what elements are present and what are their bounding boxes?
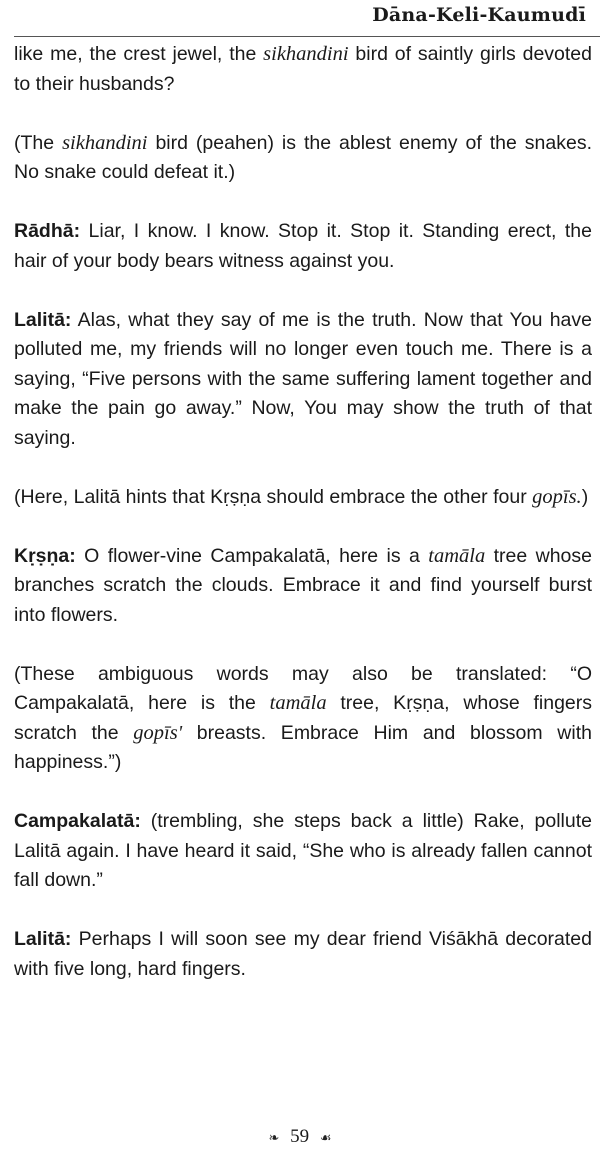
- dialogue-paragraph: [14, 542, 592, 631]
- page-footer: [0, 1126, 600, 1148]
- text-run: (trembling, she steps back a little) Rake, pollute Lalitā again. I have heard it said, “She who is already fallen cannot fall down.”: [14, 810, 592, 891]
- dialogue-paragraph: [14, 807, 592, 896]
- text-run: bird (peahen) is the ablest enemy of the snakes. No snake could defeat it.): [14, 131, 592, 183]
- italic-term: tamāla: [269, 692, 327, 714]
- narration-paragraph: [14, 660, 592, 778]
- speaker-name: Lalitā:: [14, 928, 72, 950]
- text-run: Liar, I know. I know. Stop it. Stop it. Standing erect, the hair of your body bears witness against you.: [14, 220, 592, 272]
- narration-paragraph: [14, 40, 592, 99]
- italic-term: sikhandini: [263, 43, 349, 65]
- speaker-name: Lalitā:: [14, 308, 72, 331]
- speaker-name: Rādhā:: [14, 220, 81, 242]
- narration-paragraph: [14, 129, 592, 188]
- italic-term: gopīs.: [532, 485, 582, 508]
- right-ornament-icon: ☙: [319, 1129, 332, 1145]
- text-run: Alas, what they say of me is the truth. Now that You have polluted me, my friends will no longer even touch me. There is a saying, “Five persons with the same suffering lament together and make the pain go away.” Now, You may show the truth of that saying.: [14, 308, 592, 449]
- text-run: tree whose branches scratch the clouds. Embrace it and find yourself burst into flowers.: [14, 544, 592, 626]
- header-rule: [14, 36, 600, 37]
- page-number: 59: [290, 1126, 310, 1147]
- text-run: bird of saintly girls devoted to their husbands?: [14, 43, 592, 95]
- text-run: breasts. Embrace Him and blossom with happiness.”): [14, 721, 592, 773]
- left-ornament-icon: ❧: [268, 1129, 280, 1145]
- text-run: (The: [14, 131, 63, 154]
- dialogue-paragraph: [14, 217, 592, 276]
- dialogue-paragraph: [14, 306, 592, 454]
- text-run: O flower-vine Campakalatā, here is a: [75, 544, 429, 567]
- text-run: like me, the crest jewel, the: [14, 43, 264, 65]
- text-run: tree, Kṛṣṇa, whose fingers scratch the: [14, 692, 592, 744]
- running-header: Dāna-Keli-Kaumudī: [372, 4, 586, 26]
- page-body: [14, 40, 592, 1014]
- italic-term: tamāla: [428, 544, 486, 567]
- italic-term: sikhandini: [62, 131, 148, 154]
- speaker-name: Campakalatā:: [14, 810, 141, 832]
- dialogue-paragraph: [14, 925, 592, 984]
- italic-term: gopīs': [133, 721, 183, 744]
- text-run: Perhaps I will soon see my dear friend Viśākhā decorated with five long, hard fingers.: [14, 928, 592, 980]
- narration-paragraph: [14, 483, 592, 513]
- text-run: (These ambiguous words may also be translated: “O Campakalatā, here is the: [14, 662, 592, 714]
- speaker-name: Kṛṣṇa:: [14, 544, 76, 567]
- text-run: (Here, Lalitā hints that Kṛṣṇa should embrace the other four: [14, 485, 533, 508]
- text-run: ): [581, 485, 589, 508]
